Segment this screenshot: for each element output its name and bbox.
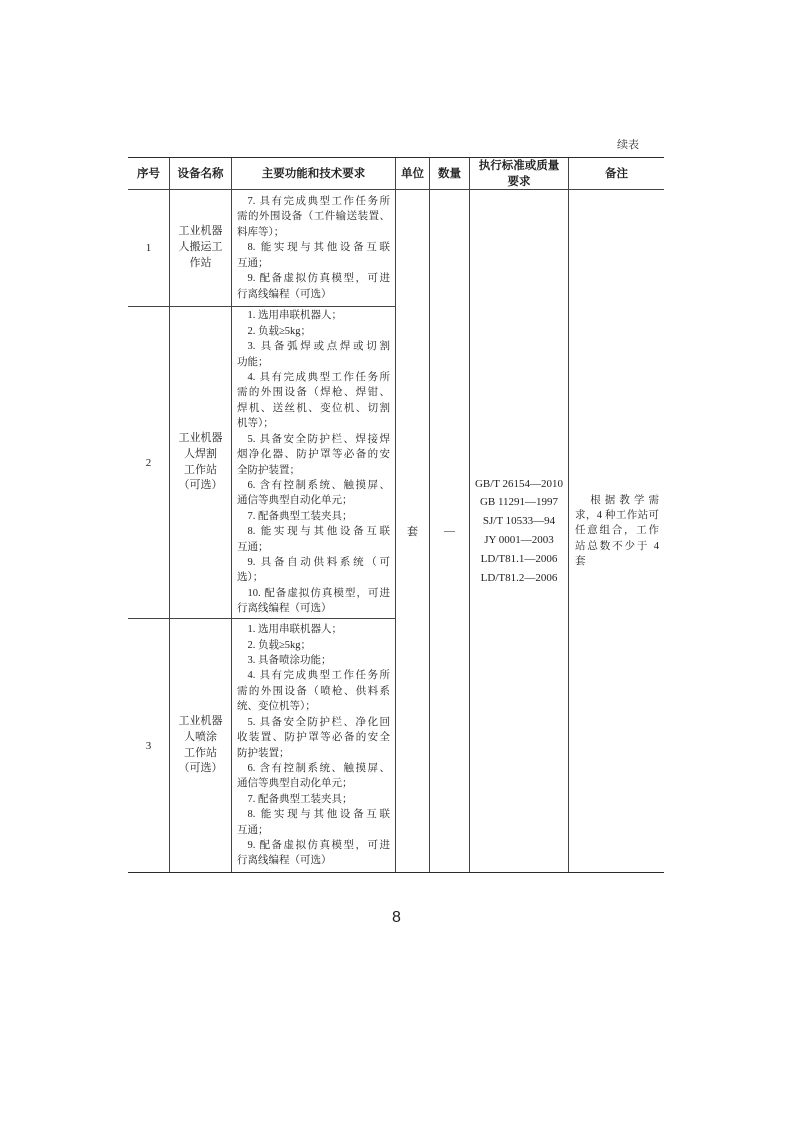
header-requirements-label: 主要功能和技术要求 — [261, 167, 366, 180]
remark-line: 任意组合，工作 — [575, 525, 659, 537]
requirement-line: 通信等典型自动化单元； — [237, 778, 353, 790]
equipment-name-line: 工作站 — [184, 746, 217, 759]
requirement-line: 9. 具备自动供料系统（可 — [247, 556, 390, 568]
requirement-line: 8. 能实现与其他设备互联 — [247, 526, 390, 538]
requirements-cell — [232, 307, 396, 619]
equipment-name-line: （可选） — [178, 762, 223, 775]
requirement-line: 5. 具备安全防护栏、焊接焊 — [247, 433, 390, 445]
standard-line: LD/T81.1—2006 — [480, 552, 558, 565]
requirement-line: 行离线编程（可选） — [237, 603, 332, 615]
requirement-item — [237, 339, 390, 370]
requirement-line: 烟净化器、防护罩等必备的安 — [237, 449, 390, 461]
requirement-line: 10. 配备虚拟仿真模型，可进 — [247, 587, 390, 599]
requirement-line: 焊机、送丝机、变位机、切割 — [237, 402, 390, 414]
requirement-item — [237, 324, 390, 339]
requirement-line: 4. 具有完成典型工作任务所 — [247, 372, 390, 384]
equipment-name-cell — [170, 619, 232, 872]
header-standards-label-line: 执行标准或质量 — [478, 159, 560, 172]
header-seq — [128, 158, 170, 190]
requirement-line: 收装置、防护罩等必备的安全 — [237, 732, 390, 744]
standard-line: GB 11291—1997 — [479, 496, 559, 509]
requirement-line: 互通； — [237, 541, 269, 553]
requirement-item — [237, 370, 390, 432]
requirement-line: 7. 配备典型工装夹具； — [247, 793, 353, 805]
requirement-item — [237, 478, 390, 509]
remark-line: 求，4 种工作站可 — [575, 510, 659, 522]
requirement-item — [237, 271, 390, 302]
standard-line: LD/T81.2—2006 — [480, 571, 558, 584]
requirement-line: 行离线编程（可选） — [237, 855, 332, 867]
requirement-item — [237, 622, 390, 637]
equipment-name-line: 人搬运工 — [178, 241, 223, 254]
equipment-name-line: 工业机器 — [178, 714, 223, 727]
requirement-line: 6. 含有控制系统、触摸屏、 — [247, 479, 390, 491]
requirement-item — [237, 586, 390, 617]
requirement-line: 防护装置； — [237, 747, 290, 759]
seq-cell — [128, 190, 170, 307]
quantity-cell — [430, 190, 470, 872]
requirements-cell — [232, 619, 396, 872]
seq-number: 3 — [145, 739, 152, 752]
requirement-line: 全防护装置； — [237, 464, 300, 476]
requirement-line: 1. 选用串联机器人； — [247, 624, 342, 636]
requirement-line: 机等）； — [237, 418, 274, 430]
equipment-name-line: 作站 — [189, 256, 212, 269]
requirement-item — [237, 715, 390, 761]
header-remarks-label: 备注 — [605, 167, 628, 180]
equipment-name-line: 人焊割 — [184, 447, 217, 460]
remark-line: 套 — [575, 555, 586, 567]
continued-table-label: 续表 — [617, 139, 639, 151]
requirement-line: 7. 具有完成典型工作任务所 — [247, 196, 390, 208]
equipment-name-line: （可选） — [178, 479, 223, 492]
remarks-cell — [569, 190, 664, 872]
remark-line: 根据教学需 — [590, 494, 659, 506]
requirement-item — [237, 432, 390, 478]
standard-line: SJ/T 10533—94 — [482, 515, 556, 528]
equipment-name-cell — [170, 307, 232, 619]
requirement-line: 统、变位机等）； — [237, 701, 316, 713]
requirement-item — [237, 240, 390, 271]
remark-line: 站总数不少于 4 — [575, 540, 659, 552]
requirement-line: 1. 选用串联机器人； — [247, 310, 342, 322]
requirement-line: 互通； — [237, 257, 269, 269]
header-quantity — [430, 158, 470, 190]
header-unit — [396, 158, 430, 190]
requirement-item — [237, 555, 390, 586]
requirement-item — [237, 807, 390, 838]
quantity-value: — — [444, 525, 455, 537]
header-standards-label-line: 要求 — [507, 175, 531, 188]
header-quantity-label: 数量 — [438, 167, 461, 180]
header-unit-label: 单位 — [401, 167, 424, 180]
standard-line: JY 0001—2003 — [484, 534, 554, 546]
requirement-line: 9. 配备虚拟仿真模型，可进 — [247, 273, 390, 285]
equipment-name-line: 工业机器 — [178, 431, 223, 444]
requirement-line: 料库等）； — [237, 226, 285, 238]
requirement-line: 5. 具备安全防护栏、净化回 — [247, 716, 390, 728]
header-equipment-name-label: 设备名称 — [177, 167, 224, 180]
requirement-item — [237, 761, 390, 792]
standard-line: GB/T 26154—2010 — [474, 477, 564, 490]
requirement-line: 8. 能实现与其他设备互联 — [247, 242, 390, 254]
seq-number: 2 — [145, 456, 152, 469]
requirement-item — [237, 509, 390, 524]
requirement-line: 3. 具备弧焊或点焊或切割 — [247, 341, 390, 353]
header-standards — [470, 158, 569, 190]
requirement-line: 4. 具有完成典型工作任务所 — [247, 670, 390, 682]
requirement-line: 需的外围设备（焊枪、焊钳、 — [237, 387, 390, 399]
requirement-item — [237, 838, 390, 869]
requirement-line: 互通； — [237, 824, 269, 836]
header-seq-label: 序号 — [137, 167, 160, 180]
equipment-name-line: 工业机器 — [178, 225, 223, 238]
requirement-line: 行离线编程（可选） — [237, 288, 332, 300]
equipment-table — [128, 157, 664, 873]
requirement-line: 6. 含有控制系统、触摸屏、 — [247, 762, 390, 774]
requirement-line: 需的外围设备（工件输送装置、 — [237, 211, 390, 223]
seq-cell — [128, 307, 170, 619]
standards-cell — [470, 190, 569, 872]
requirement-item — [237, 308, 390, 323]
requirement-line: 功能； — [237, 356, 269, 368]
page-number: 8 — [392, 909, 401, 926]
requirement-item — [237, 194, 390, 240]
requirement-item — [237, 668, 390, 714]
requirement-line: 通信等典型自动化单元； — [237, 495, 353, 507]
requirement-line: 3. 具备喷涂功能； — [247, 655, 332, 667]
requirement-line: 选）； — [237, 572, 264, 584]
requirement-line: 需的外围设备（喷枪、供料系 — [237, 685, 390, 697]
requirement-item — [237, 638, 390, 653]
unit-value: 套 — [407, 526, 418, 538]
equipment-name-line: 工作站 — [184, 463, 217, 476]
unit-cell — [396, 190, 430, 872]
requirement-item — [237, 653, 390, 668]
requirement-line: 2. 负载≥5kg； — [247, 639, 312, 651]
seq-number: 1 — [145, 242, 152, 254]
requirement-item — [237, 792, 390, 807]
header-requirements — [232, 158, 396, 190]
requirement-line: 8. 能实现与其他设备互联 — [247, 809, 390, 821]
equipment-name-line: 人喷涂 — [184, 730, 217, 743]
requirement-item — [237, 524, 390, 555]
requirement-line: 7. 配备典型工装夹具； — [247, 510, 353, 522]
requirements-cell — [232, 190, 396, 307]
header-equipment-name — [170, 158, 232, 190]
requirement-line: 9. 配备虚拟仿真模型，可进 — [247, 839, 390, 851]
seq-cell — [128, 619, 170, 872]
requirement-line: 2. 负载≥5kg； — [247, 325, 312, 337]
header-remarks — [569, 158, 664, 190]
equipment-name-cell — [170, 190, 232, 307]
